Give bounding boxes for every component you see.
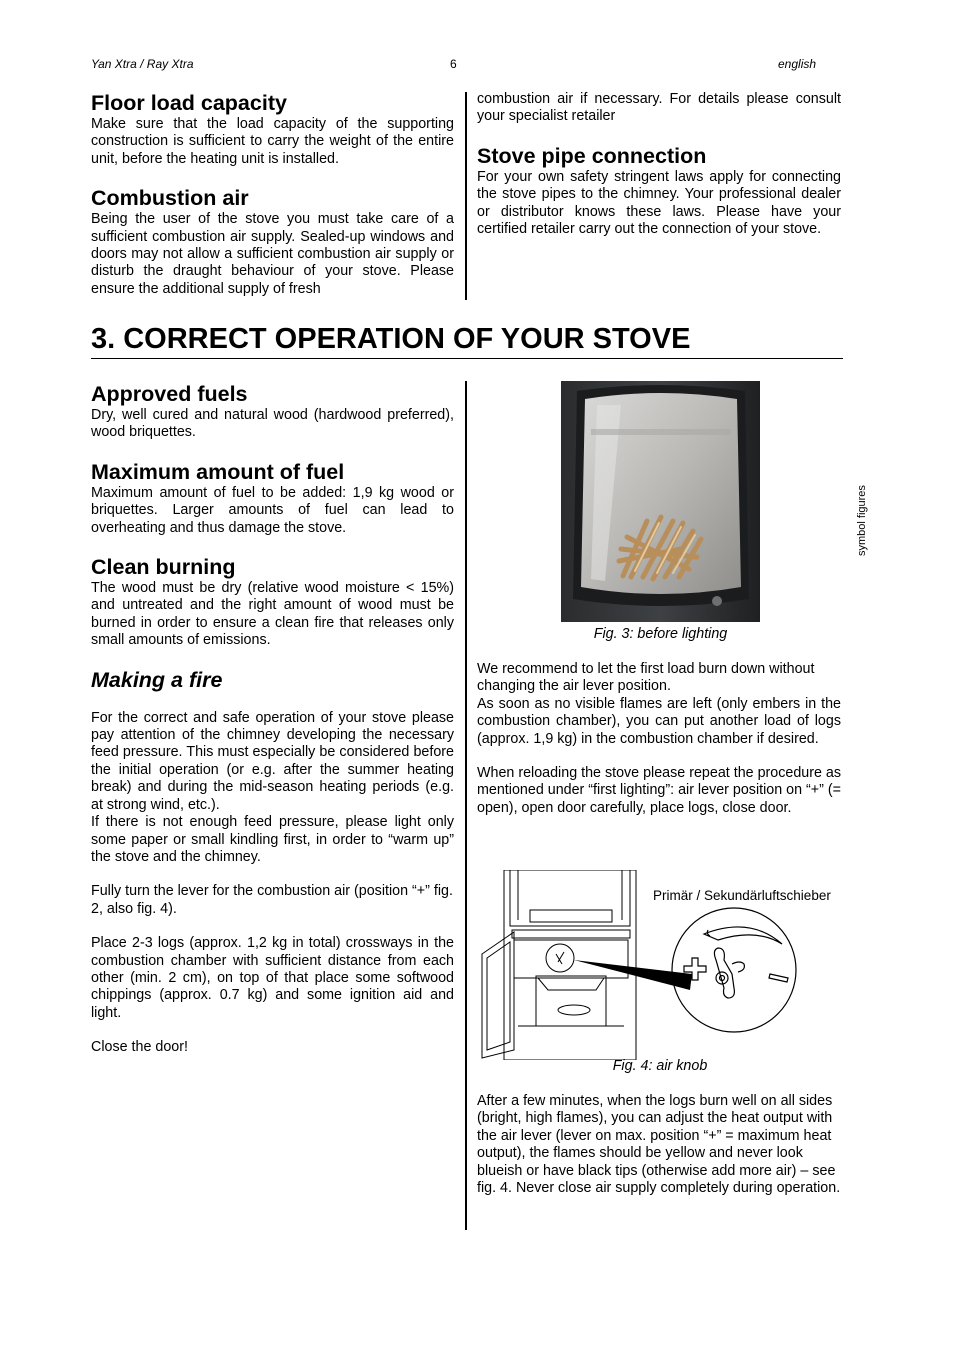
approved-fuels-heading: Approved fuels [91, 382, 248, 406]
making-fire-heading: Making a fire [91, 667, 223, 692]
right-para-1: We recommend to let the first load burn down without changing the air lever position. [477, 661, 815, 695]
stove-pipe-text: For your own safety stringent laws apply for connecting the stove pipes to the chimney. Your professional dealer or distributor knows these laws. Please have your certified retailer carry out the connection of your stove. [477, 168, 841, 238]
making-fire-para-5: Close the door! [91, 1039, 188, 1056]
left-column [91, 381, 454, 1057]
clean-burning-heading: Clean burning [91, 555, 236, 580]
making-fire-para-1: For the correct and safe operation of your stove please pay attention of the chimney developing the necessary feed pressure. This must especially be considered before the initial operation (or e.g. after the summer heating break) and during the mid-season heating periods (e.g. at strong wind, etc.). [91, 709, 454, 813]
column-divider-bottom [465, 381, 467, 1230]
air-knob-figure [478, 870, 842, 1060]
clean-burning-text: The wood must be dry (relative wood moisture < 15%) and untreated and the right amount of wood must be burned in order to ensure a clean fire that releases only small amounts of emissions. [91, 580, 454, 649]
right-column-text-2 [477, 1093, 841, 1197]
fig4-caption: Fig. 4: air knob [612, 1058, 708, 1074]
side-label: symbol figures [856, 485, 868, 556]
right-para-2: As soon as no visible flames are left (only embers in the combustion chamber), you can put another load of logs (approx. 1,9 kg) in the combustion chamber if desired. [477, 695, 841, 747]
header-doc-title: Yan Xtra / Ray Xtra [91, 57, 194, 71]
making-fire-para-4: Place 2-3 logs (approx. 1,2 kg in total) crossways in the combustion chamber with sufficient distance from each other (min. 2 cm), on top of that place some softwood chippings (approx. 0.7 kg) and some ignition aid and light. [91, 935, 454, 1021]
fig3-caption: Fig. 3: before lighting [593, 626, 728, 642]
section-heading: 3. CORRECT OPERATION OF YOUR STOVE [91, 323, 691, 355]
right-para-3: When reloading the stove please repeat the procedure as mentioned under “first lighting”: air lever position on “+” (= open), open door carefully, place logs, close door. [477, 765, 842, 816]
stove-pipe-heading: Stove pipe connection [477, 143, 707, 168]
stove-photo [561, 381, 760, 622]
approved-fuels-text: Dry, well cured and natural wood (hardwood preferred), wood briquettes. [91, 407, 454, 441]
combustion-air-text: Being the user of the stove you must take care of a sufficient combustion air supply. Sealed-up windows and doors may not allow a sufficient combustion air supply or disturb the draught behaviour of your stove. Please ensure the additional supply of fresh [91, 211, 454, 297]
stove-photo-figure [561, 381, 760, 622]
floor-load-text: Make sure that the load capacity of the supporting construction is sufficient to carry the weight of the entire unit, before the heating unit is installed. [91, 116, 454, 167]
section-heading-container [91, 322, 843, 359]
header-page-number: 6 [450, 57, 457, 71]
air-knob-drawing [478, 870, 842, 1060]
floor-load-heading: Floor load capacity [91, 91, 287, 115]
combustion-air-heading: Combustion air [91, 186, 249, 211]
making-fire-para-2: If there is not enough feed pressure, please light only some paper or small kindling first, in order to “warm up” the stove and the chimney. [91, 814, 454, 865]
max-fuel-heading: Maximum amount of fuel [91, 459, 345, 484]
column-divider-top [465, 92, 467, 300]
making-fire-para-3: Fully turn the lever for the combustion air (position “+” fig. 2, also fig. 4). [91, 883, 453, 917]
right-para-4: After a few minutes, when the logs burn well on all sides (bright, high flames), you can adjust the heat output with the air lever (lever on max. position “+” = maximum heat output), the flames should be yellow and never look blueish or have black tips (otherwise add more air) – see fig. 4. Never close air supply completely during operation. [477, 1093, 841, 1197]
header-language: english [778, 57, 817, 71]
top-left-column [91, 90, 454, 298]
top-right-column [477, 91, 841, 238]
max-fuel-text: Maximum amount of fuel to be added: 1,9 kg wood or briquettes. Larger amounts of fuel can lead to overheating and thus damage the stove. [91, 484, 454, 536]
right-column-text-1 [477, 661, 841, 817]
combustion-air-continued: combustion air if necessary. For details please consult your specialist retailer [477, 91, 841, 125]
fig4-label: Primär / Sekundärluftschieber [653, 888, 831, 903]
